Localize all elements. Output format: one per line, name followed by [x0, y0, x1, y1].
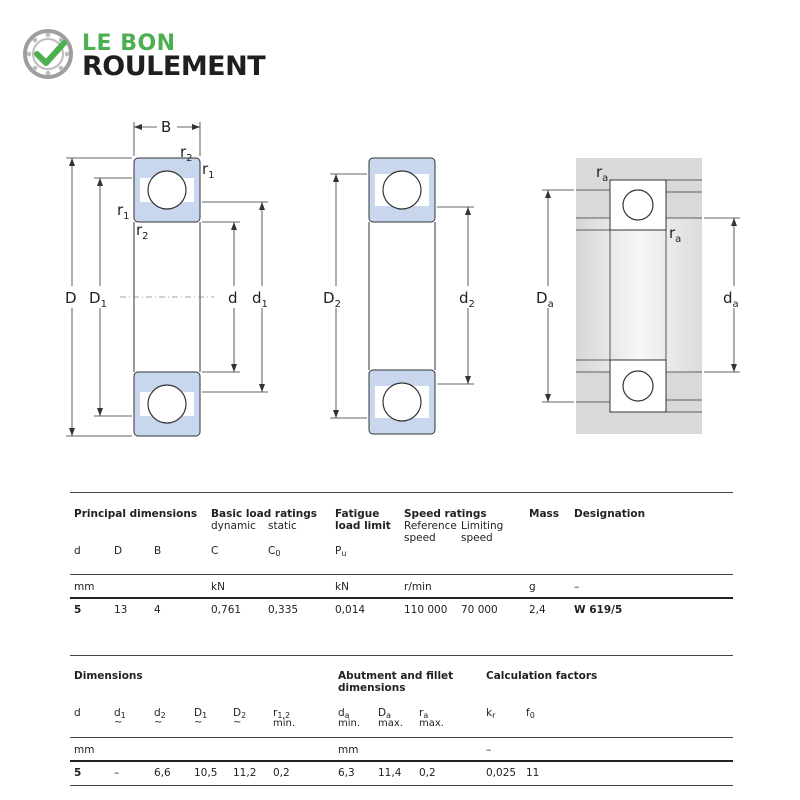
header-principal-dimensions: Principal dimensions [74, 508, 198, 520]
symbol-C: C [211, 545, 219, 557]
bearing-drawings [0, 110, 800, 450]
cell-r12: 0,2 [273, 767, 290, 779]
label-d1: $d_1$ [252, 289, 268, 310]
header-speed-ratings: Speed ratings [404, 508, 487, 520]
symbol-kr: $k_r$ [486, 707, 496, 720]
label-B: B [161, 118, 172, 136]
label-D: D [65, 289, 77, 307]
cell-designation: W 619/5 [574, 604, 623, 616]
symbol-Da: $D_a$ [378, 707, 391, 720]
cell-d1: – [114, 767, 120, 779]
header-reference-speed: speed [404, 532, 436, 544]
header-abutment-dimensions: dimensions [338, 682, 406, 694]
cell-Da: 11,4 [378, 767, 402, 779]
symbol-d: d [74, 545, 81, 557]
label-Da: $D_a$ [536, 289, 554, 310]
cell-D: 13 [114, 604, 128, 616]
cell-ra: 0,2 [419, 767, 436, 779]
label-D1: $D_1$ [89, 289, 107, 310]
table-rule [70, 655, 733, 656]
symbol-d: d [74, 707, 81, 719]
table-rule [70, 785, 733, 786]
header-dynamic: dynamic [211, 520, 256, 532]
symbol-D2-tilde: ~ [233, 717, 242, 728]
table-rule [70, 737, 733, 738]
header-abutment-fillet: Abutment and fillet [338, 670, 454, 682]
unit-dash: – [486, 744, 492, 756]
unit-mm: mm [74, 581, 95, 593]
header-calculation-factors: Calculation factors [486, 670, 598, 682]
table-rule [70, 574, 733, 575]
dimensions-table [70, 653, 733, 793]
logo-text-line2: ROULEMENT [82, 51, 266, 82]
cell-reference-speed: 110 000 [404, 604, 448, 616]
label-r1-top: $r_1$ [202, 160, 215, 181]
header-fatigue: Fatigue [335, 508, 380, 520]
unit-mm-dimensions: mm [74, 744, 95, 756]
cell-d: 5 [74, 767, 82, 779]
symbol-D1-tilde: ~ [194, 717, 203, 728]
label-ra-top: $r_a$ [596, 163, 609, 184]
symbol-d1-tilde: ~ [114, 717, 123, 728]
symbol-d2-tilde: ~ [154, 717, 163, 728]
cell-f0: 11 [526, 767, 540, 779]
logo-text-line1: LE BON [82, 31, 176, 56]
symbol-d2: $d_2$ [154, 707, 166, 720]
product-data-table [70, 490, 733, 620]
table-rule [70, 760, 733, 762]
symbol-C0: $C_0$ [268, 545, 281, 558]
header-limiting-speed: speed [461, 532, 493, 544]
bearing-drawings-svg [0, 110, 800, 450]
cell-d: 5 [74, 604, 82, 616]
symbol-ra: $r_a$ [419, 707, 429, 720]
symbol-ra-max: max. [419, 718, 444, 729]
label-r2-inner: $r_2$ [136, 221, 149, 242]
symbol-Da-max: max. [378, 718, 403, 729]
bearing-section-drawing-1 [60, 117, 278, 436]
cell-D1: 10,5 [194, 767, 218, 779]
label-r2-top: $r_2$ [180, 143, 193, 164]
symbol-da-min: min. [338, 718, 361, 729]
symbol-d1: $d_1$ [114, 707, 126, 720]
cell-kr: 0,025 [486, 767, 517, 779]
symbol-r12: $r_{1,2}$ [273, 707, 291, 720]
cell-d2: 6,6 [154, 767, 171, 779]
header-basic-load-ratings: Basic load ratings [211, 508, 318, 520]
header-limiting: Limiting [461, 520, 504, 532]
symbol-D1: $D_1$ [194, 707, 208, 720]
header-load-limit: load limit [335, 520, 391, 532]
symbol-f0: $f_0$ [526, 707, 535, 720]
cell-da: 6,3 [338, 767, 355, 779]
symbol-Pu: $P_u$ [335, 545, 347, 558]
cell-C0: 0,335 [268, 604, 299, 616]
cell-mass: 2,4 [529, 604, 546, 616]
cell-Pu: 0,014 [335, 604, 366, 616]
header-designation: Designation [574, 508, 646, 520]
unit-g: g [529, 581, 536, 593]
unit-kN-fatigue: kN [335, 581, 349, 593]
cell-B: 4 [154, 604, 161, 616]
label-ra-inner: $r_a$ [669, 224, 682, 245]
symbol-D2: $D_2$ [233, 707, 247, 720]
symbol-B: B [154, 545, 162, 557]
symbol-r12-min: min. [273, 718, 296, 729]
bearing-abutment-drawing [534, 158, 748, 434]
header-reference: Reference [404, 520, 457, 532]
label-d: d [228, 289, 238, 307]
header-mass: Mass [529, 508, 560, 520]
label-d2: $d_2$ [459, 289, 475, 310]
label-D2: $D_2$ [323, 289, 341, 310]
header-static: static [268, 520, 297, 532]
cell-C: 0,761 [211, 604, 242, 616]
table-rule [70, 597, 733, 599]
label-da: $d_a$ [723, 289, 739, 310]
bearing-section-drawing-2 [320, 158, 484, 434]
unit-rmin: r/min [404, 581, 432, 593]
unit-kN-load: kN [211, 581, 225, 593]
brand-logo [22, 28, 302, 84]
table-rule [70, 492, 733, 493]
symbol-D: D [114, 545, 123, 557]
header-dimensions: Dimensions [74, 670, 143, 682]
cell-limiting-speed: 70 000 [461, 604, 498, 616]
unit-mm-abutment: mm [338, 744, 359, 756]
symbol-da: $d_a$ [338, 707, 350, 720]
unit-dash: – [574, 581, 580, 593]
bearing-check-logo-icon [22, 28, 78, 84]
cell-D2: 11,2 [233, 767, 257, 779]
label-r1-inner: $r_1$ [117, 201, 130, 222]
